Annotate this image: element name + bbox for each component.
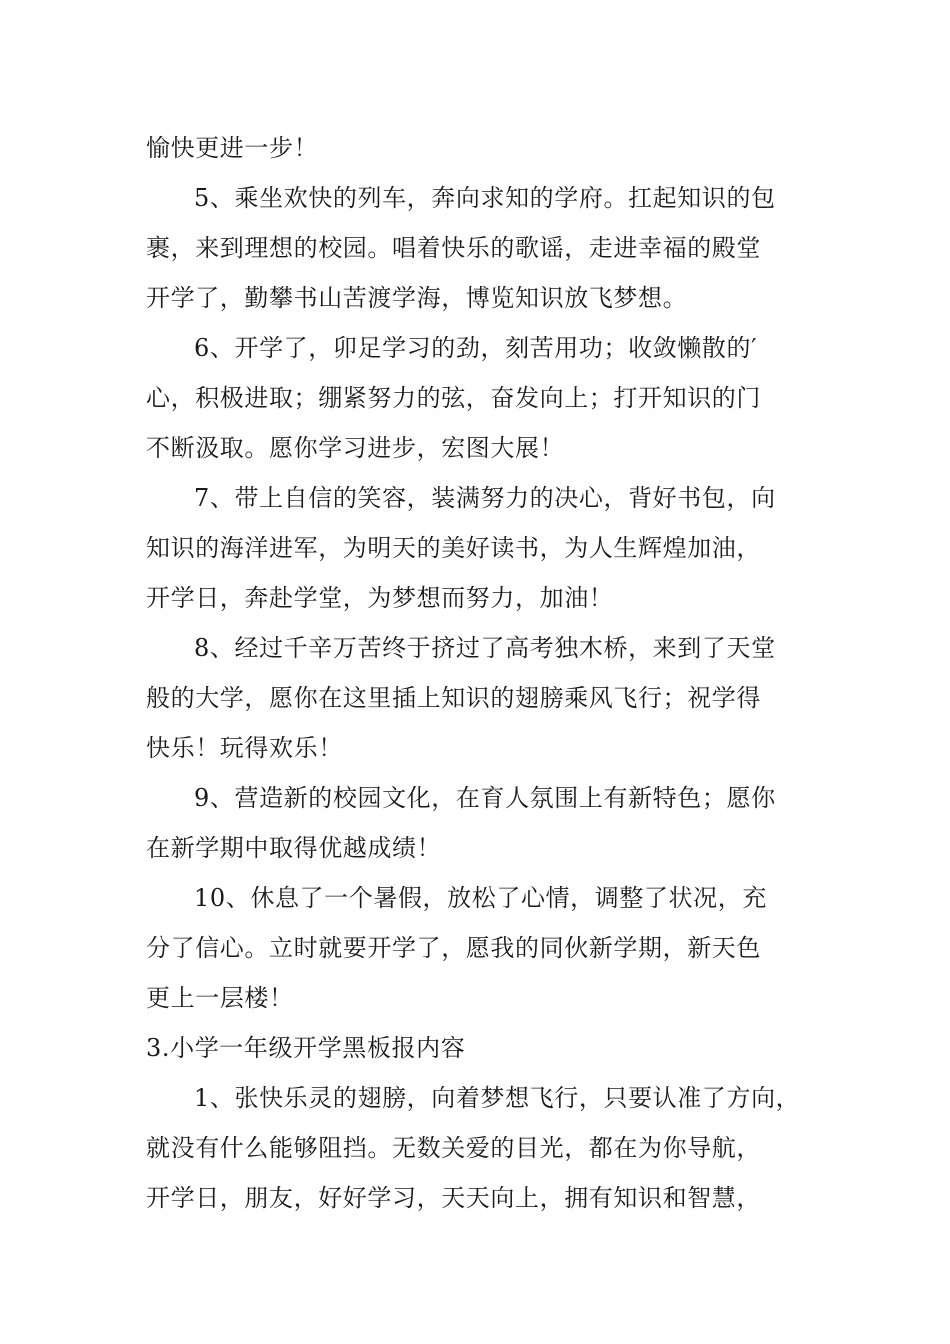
text-line: 愉快更进一步！: [146, 134, 319, 162]
text-line: 7、带上自信的笑容，装满努力的决心，背好书包，向: [194, 484, 776, 512]
text-line: 分了信心。立时就要开学了，愿我的同伙新学期，新天色: [146, 934, 761, 962]
text-line: 5、乘坐欢快的列车，奔向求知的学府。扛起知识的包: [194, 184, 776, 212]
section-heading: 3.小学一年级开学黑板报内容: [146, 1034, 466, 1062]
text-line: 开学日，朋友，好好学习，天天向上，拥有知识和智慧，: [146, 1184, 761, 1212]
text-line: 8、经过千辛万苦终于挤过了高考独木桥，来到了天堂: [194, 634, 776, 662]
text-line: 1、张快乐灵的翅膀，向着梦想飞行，只要认准了方向，: [194, 1084, 801, 1112]
text-line: 开学日，奔赴学堂，为梦想而努力，加油！: [146, 584, 614, 612]
text-line: 6、开学了，卯足学习的劲，刻苦用功；收敛懒散的′: [194, 334, 758, 362]
text-line: 10、休息了一个暑假，放松了心情，调整了状况，充: [194, 884, 767, 912]
text-line: 9、营造新的校园文化，在育人氛围上有新特色；愿你: [194, 784, 776, 812]
text-line: 知识的海洋进军，为明天的美好读书，为人生辉煌加油，: [146, 534, 761, 562]
text-line: 不断汲取。愿你学习进步，宏图大展！: [146, 434, 565, 462]
text-line: 就没有什么能够阻挡。无数关爱的目光，都在为你导航，: [146, 1134, 761, 1162]
text-line: 开学了，勤攀书山苦渡学海，博览知识放飞梦想。: [146, 284, 688, 312]
text-line: 在新学期中取得优越成绩！: [146, 834, 442, 862]
text-line: 裹，来到理想的校园。唱着快乐的歌谣，走进幸福的殿堂: [146, 234, 761, 262]
text-line: 心，积极进取；绷紧努力的弦，奋发向上；打开知识的门: [146, 384, 761, 412]
text-line: 快乐！玩得欢乐！: [146, 734, 343, 762]
text-line: 更上一层楼！: [146, 984, 294, 1012]
text-line: 般的大学，愿你在这里插上知识的翅膀乘风飞行；祝学得: [146, 684, 761, 712]
